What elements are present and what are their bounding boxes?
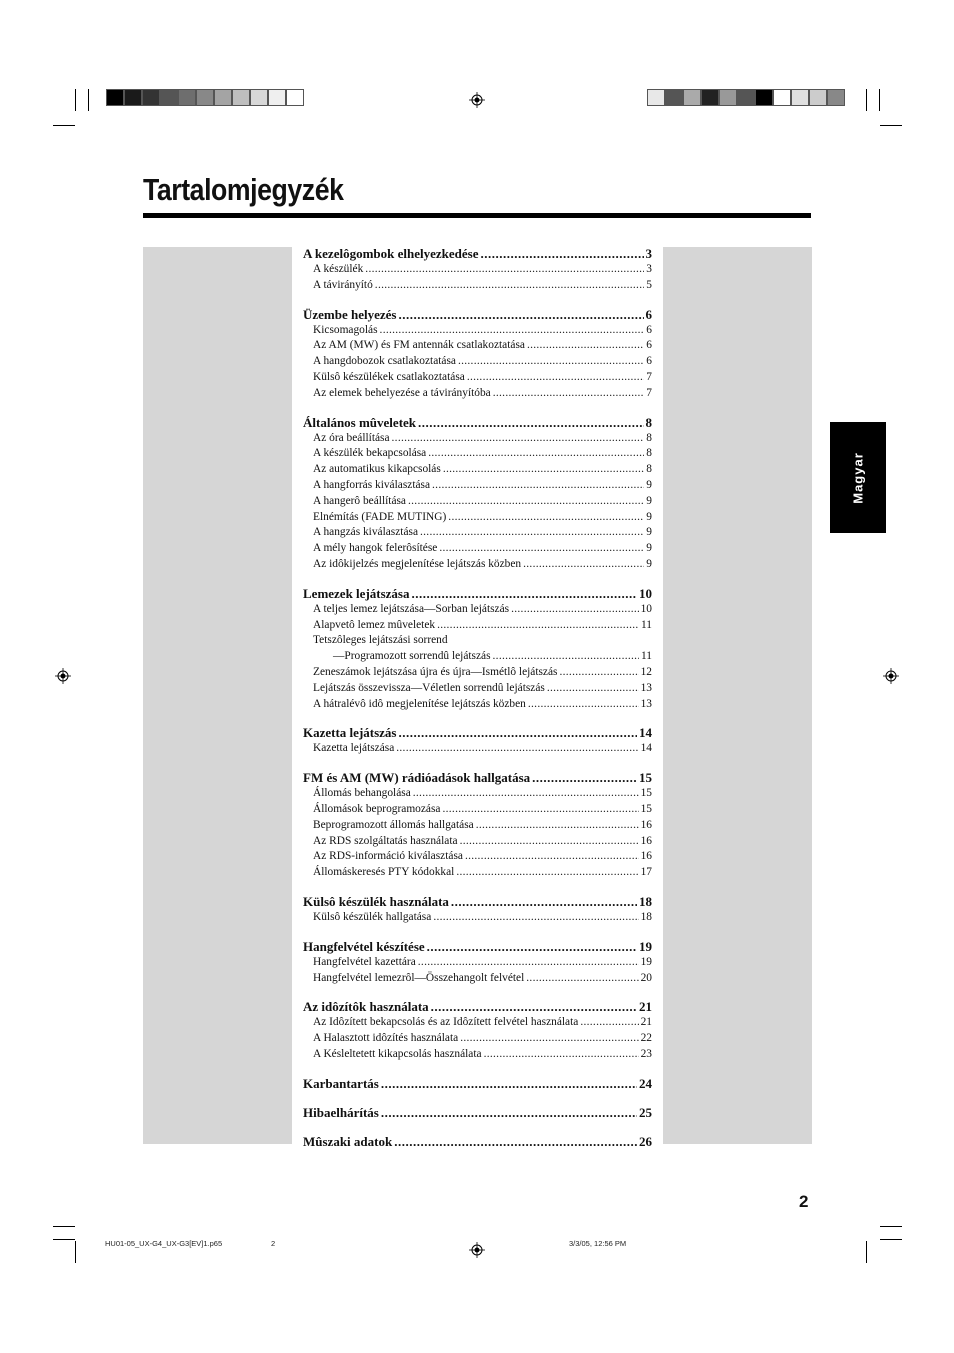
leader-dots — [439, 541, 644, 557]
color-swatch — [142, 89, 160, 106]
toc-entry-page: 10 — [640, 602, 652, 615]
toc-entry-label: Állomás behangolása — [313, 787, 411, 800]
toc-entry-page: 11 — [641, 650, 652, 663]
leader-dots — [511, 602, 639, 618]
leader-dots — [527, 338, 644, 354]
color-swatch — [214, 89, 232, 106]
toc-heading-title: Kazetta lejátszás — [303, 725, 397, 741]
registration-target-icon — [469, 1242, 485, 1258]
toc-entry-label: Kazetta lejátszása — [313, 742, 395, 755]
toc-entry-page: 19 — [640, 955, 652, 968]
color-swatch — [268, 89, 286, 106]
leader-dots — [460, 834, 639, 850]
registration-target-icon — [55, 668, 71, 684]
toc-entry-label: Tetszôleges lejátszási sorrend — [313, 634, 448, 647]
toc-entry-page: 14 — [640, 742, 652, 755]
toc-entry — [303, 431, 652, 447]
crop-mark — [75, 1241, 76, 1263]
leader-dots — [418, 955, 639, 971]
toc-entry — [303, 741, 652, 757]
toc-entry-page: 8 — [646, 431, 652, 444]
toc-entry — [303, 1047, 652, 1063]
toc-entry-page: 9 — [646, 542, 652, 555]
toc-entry — [303, 665, 652, 681]
language-tab-label: Magyar — [850, 451, 866, 504]
left-grey-panel — [143, 247, 292, 1144]
toc-entry — [303, 697, 652, 713]
toc-heading — [303, 306, 652, 323]
leader-dots — [476, 818, 639, 834]
toc-entry — [303, 633, 652, 649]
leader-dots — [451, 893, 637, 910]
toc-entry-label: Az AM (MW) és FM antennák csatlakoztatása — [313, 339, 525, 352]
toc-section — [303, 893, 652, 926]
toc-section — [303, 1104, 652, 1121]
color-swatch — [665, 89, 683, 106]
leader-dots — [493, 649, 640, 665]
toc-heading-page: 10 — [639, 585, 652, 601]
color-swatch — [683, 89, 701, 106]
toc-entry-label: Kicsomagolás — [313, 323, 378, 336]
toc-entry-page: 9 — [646, 494, 652, 507]
toc-entry-page: 9 — [646, 510, 652, 523]
color-swatch — [773, 89, 791, 106]
color-swatch — [827, 89, 845, 106]
toc-entry — [303, 278, 652, 294]
toc-section — [303, 769, 652, 881]
toc-entry — [303, 865, 652, 881]
toc-entry-label: Hangfelvétel kazettára — [313, 955, 416, 968]
crop-mark — [880, 125, 902, 126]
leader-dots — [408, 494, 644, 510]
leader-dots — [428, 446, 644, 462]
toc-entry — [303, 478, 652, 494]
toc-entry-label: Állomások beprogramozása — [313, 802, 441, 815]
language-tab — [830, 422, 886, 533]
toc-entry-label: Az Idôzített bekapcsolás és az Idôzített felvétel használata — [313, 1016, 579, 1029]
toc-entry-page: 20 — [640, 971, 652, 984]
crop-mark — [866, 89, 867, 111]
toc-entry-label: Elnémítás (FADE MUTING) — [313, 510, 447, 523]
page-number: 2 — [799, 1192, 809, 1211]
color-swatch — [106, 89, 124, 106]
color-swatch — [737, 89, 755, 106]
color-swatch — [647, 89, 665, 106]
toc-entry-page: 18 — [640, 910, 652, 923]
leader-dots — [580, 1015, 638, 1031]
leader-dots — [431, 998, 637, 1015]
toc-section — [303, 585, 652, 713]
leader-dots — [432, 478, 644, 494]
toc-heading — [303, 1133, 652, 1150]
color-swatch — [178, 89, 196, 106]
toc-heading-title: Általános mûveletek — [303, 414, 417, 430]
toc-heading-title: Külsô készülék használata — [303, 893, 449, 909]
toc-heading-page: 21 — [639, 999, 652, 1015]
toc-entry-page: 7 — [646, 370, 652, 383]
toc-entry-page: 9 — [646, 478, 652, 491]
toc-entry-label: Beprogramozott állomás hallgatása — [313, 818, 474, 831]
toc-entry-label: A hangerô beállítása — [313, 494, 406, 507]
toc-entry-page: 21 — [640, 1016, 652, 1029]
toc-entry-label: —Programozott sorrendû lejátszás — [333, 650, 491, 663]
toc-entry-page: 13 — [640, 697, 652, 710]
color-swatch — [160, 89, 178, 106]
leader-dots — [484, 1047, 639, 1063]
toc-entry-label: Zeneszámok lejátszása újra és újra—Ismétlô lejátszás — [313, 665, 558, 678]
leader-dots — [399, 306, 644, 323]
toc-entry-label: A hangforrás kiválasztása — [313, 478, 431, 491]
crop-mark — [75, 89, 76, 111]
leader-dots — [532, 769, 637, 786]
color-swatch — [791, 89, 809, 106]
toc-heading-page: 14 — [639, 725, 652, 741]
crop-mark — [879, 89, 880, 111]
toc-section — [303, 414, 652, 573]
toc-entry-label: Alapvetô lemez mûveletek — [313, 618, 436, 631]
leader-dots — [381, 1104, 637, 1121]
leader-dots — [420, 525, 644, 541]
toc-entry-label: A készülék — [313, 263, 364, 275]
leader-dots — [523, 557, 644, 573]
toc-heading-page: 3 — [645, 246, 652, 261]
toc-section — [303, 724, 652, 757]
toc-section — [303, 306, 652, 402]
toc-entry-page: 6 — [646, 323, 652, 336]
toc-heading-page: 19 — [639, 938, 652, 954]
leader-dots — [443, 462, 644, 478]
toc-entry-page: 7 — [646, 386, 652, 399]
color-bar-left — [106, 89, 304, 106]
leader-dots — [528, 697, 639, 713]
color-swatch — [196, 89, 214, 106]
leader-dots — [465, 849, 639, 865]
toc-entry — [303, 955, 652, 971]
crop-mark — [880, 1239, 902, 1240]
page-title: Tartalomjegyzék — [143, 172, 344, 207]
toc-section — [303, 245, 652, 294]
toc-entry-label: A készülék bekapcsolása — [313, 447, 427, 460]
toc-heading-title: Az idôzítôk használata — [303, 999, 429, 1015]
toc-entry — [303, 834, 652, 850]
toc-entry-page: 23 — [640, 1047, 652, 1060]
toc-entry-label: A hátralévô idô megjelenítése lejátszás közben — [313, 697, 526, 710]
toc-heading — [303, 998, 652, 1015]
toc-entry-label: Lejátszás összevissza—Véletlen sorrendû lejátszás — [313, 681, 545, 694]
toc-heading-title: A kezelôgombok elhelyezkedése — [303, 246, 479, 261]
toc-entry — [303, 971, 652, 987]
toc-entry — [303, 1031, 652, 1047]
toc-entry — [303, 786, 652, 802]
toc-entry-label: Állomáskeresés PTY kódokkal — [313, 866, 455, 879]
toc-entry-page: 11 — [641, 618, 652, 631]
crop-mark — [53, 1226, 75, 1227]
leader-dots — [394, 1133, 637, 1150]
leader-dots — [380, 323, 645, 339]
toc-entry-page: 8 — [646, 463, 652, 476]
toc-heading-title: Hangfelvétel készítése — [303, 938, 425, 954]
crop-mark — [53, 1239, 75, 1240]
toc-entry — [303, 354, 652, 370]
toc-heading-page: 18 — [639, 893, 652, 909]
color-swatch — [232, 89, 250, 106]
toc-heading — [303, 769, 652, 786]
crop-mark — [53, 125, 75, 126]
toc-entry-page: 9 — [646, 557, 652, 570]
leader-dots — [437, 618, 639, 634]
toc-entry — [303, 910, 652, 926]
toc-heading-title: Lemezek lejátszása — [303, 585, 410, 601]
leader-dots — [547, 681, 639, 697]
toc-entry — [303, 557, 652, 573]
toc-entry — [303, 494, 652, 510]
leader-dots — [412, 585, 638, 602]
toc-entry — [303, 446, 652, 462]
toc-heading — [303, 414, 652, 431]
leader-dots — [418, 414, 643, 431]
toc-entry — [303, 1015, 652, 1031]
toc-entry-label: Az RDS szolgáltatás használata — [313, 834, 458, 847]
leader-dots — [375, 278, 645, 294]
leader-dots — [365, 262, 644, 278]
toc-heading — [303, 1075, 652, 1092]
color-swatch — [286, 89, 304, 106]
right-grey-panel — [663, 247, 812, 1144]
toc-entry-page: 6 — [646, 355, 652, 368]
leader-dots — [433, 910, 638, 926]
toc-entry — [303, 681, 652, 697]
toc-heading — [303, 585, 652, 602]
toc-entry-page: 9 — [646, 526, 652, 539]
registration-target-icon — [469, 92, 485, 108]
footer-file-name: HU01-05_UX-G4_UX-G3[EV]1.p65 — [105, 1239, 223, 1248]
toc-entry-page: 13 — [640, 681, 652, 694]
toc-entry-page: 5 — [646, 278, 652, 291]
toc-entry-page: 15 — [640, 787, 652, 800]
toc-entry — [303, 541, 652, 557]
color-swatch — [701, 89, 719, 106]
toc-entry-label: A mély hangok felerôsítése — [313, 542, 438, 555]
leader-dots — [381, 1075, 637, 1092]
toc-entry-label: Az automatikus kikapcsolás — [313, 463, 441, 476]
toc-entry — [303, 525, 652, 541]
toc-entry — [303, 386, 652, 402]
leader-dots — [480, 245, 643, 262]
toc-entry-label: A hangzás kiválasztása — [313, 526, 419, 539]
leader-dots — [467, 370, 644, 386]
toc-heading-page: 15 — [639, 770, 652, 786]
leader-dots — [442, 802, 638, 818]
toc-entry-label: Külsô készülék hallgatása — [313, 910, 432, 923]
toc-entry-label: A távirányító — [313, 278, 373, 291]
toc-section — [303, 1075, 652, 1092]
toc-entry-label: Az RDS-információ kiválasztása — [313, 850, 463, 863]
toc-heading — [303, 1104, 652, 1121]
toc-entry-label: Külsô készülékek csatlakoztatása — [313, 370, 465, 383]
toc-entry-page: 15 — [640, 802, 652, 815]
toc-entry — [303, 849, 652, 865]
toc-heading-title: FM és AM (MW) rádióadások hallgatása — [303, 770, 531, 786]
toc-entry-page: 3 — [646, 263, 652, 275]
toc-entry — [303, 462, 652, 478]
color-swatch — [809, 89, 827, 106]
toc-entry — [303, 262, 652, 278]
toc-section — [303, 938, 652, 987]
leader-dots — [399, 724, 638, 741]
toc-heading — [303, 893, 652, 910]
table-of-contents — [303, 245, 652, 1162]
toc-entry — [303, 338, 652, 354]
toc-heading-page: 26 — [639, 1133, 652, 1149]
footer-timestamp: 3/3/05, 12:56 PM — [569, 1239, 627, 1248]
color-swatch — [124, 89, 142, 106]
leader-dots — [448, 510, 644, 526]
color-swatch — [250, 89, 268, 106]
toc-entry — [303, 802, 652, 818]
toc-entry-label: Az idôkijelzés megjelenítése lejátszás közben — [313, 557, 522, 570]
crop-mark — [866, 1241, 867, 1263]
leader-dots — [458, 354, 644, 370]
color-bar-right — [647, 89, 845, 106]
toc-section — [303, 998, 652, 1062]
toc-heading-title: Karbantartás — [303, 1075, 379, 1091]
leader-dots — [413, 786, 639, 802]
toc-entry-page: 8 — [646, 447, 652, 460]
leader-dots — [559, 665, 638, 681]
toc-entry-label: Hangfelvétel lemezrôl—Összehangolt felvétel — [313, 971, 525, 984]
toc-entry-page: 16 — [640, 834, 652, 847]
toc-heading — [303, 245, 652, 262]
leader-dots — [460, 1031, 638, 1047]
toc-heading-page: 24 — [639, 1075, 652, 1091]
toc-heading — [303, 938, 652, 955]
toc-heading — [303, 724, 652, 741]
toc-section — [303, 1133, 652, 1150]
toc-heading-title: Hibaelhárítás — [303, 1104, 379, 1120]
title-rule — [143, 213, 811, 218]
toc-entry-label: A Halasztott idôzítés használata — [313, 1032, 459, 1045]
toc-entry-label: Az óra beállítása — [313, 431, 390, 444]
toc-entry — [303, 602, 652, 618]
toc-entry-page: 16 — [640, 818, 652, 831]
leader-dots — [526, 971, 638, 987]
color-swatch — [719, 89, 737, 106]
toc-entry-label: A hangdobozok csatlakoztatása — [313, 355, 456, 368]
toc-heading-title: Mûszaki adatok — [303, 1133, 393, 1149]
color-swatch — [755, 89, 773, 106]
registration-target-icon — [883, 668, 899, 684]
leader-dots — [456, 865, 638, 881]
toc-entry-label: A Késleltetett kikapcsolás használata — [313, 1047, 482, 1060]
leader-dots — [427, 938, 637, 955]
toc-heading-page: 6 — [645, 306, 652, 322]
leader-dots — [493, 386, 645, 402]
toc-entry-page: 6 — [646, 339, 652, 352]
crop-mark — [880, 1226, 902, 1227]
toc-entry — [303, 510, 652, 526]
toc-entry — [303, 649, 652, 665]
crop-mark — [88, 89, 89, 111]
toc-entry — [303, 323, 652, 339]
toc-entry-label: A teljes lemez lejátszása—Sorban lejátszás — [313, 602, 510, 615]
footer-page: 2 — [271, 1239, 276, 1248]
toc-entry-page: 12 — [640, 665, 652, 678]
toc-heading-page: 25 — [639, 1104, 652, 1120]
toc-entry-page: 16 — [640, 850, 652, 863]
leader-dots — [392, 431, 645, 447]
toc-entry — [303, 370, 652, 386]
toc-heading-page: 8 — [645, 414, 652, 430]
toc-entry-page: 17 — [640, 866, 652, 879]
toc-heading-title: Üzembe helyezés — [303, 306, 397, 322]
toc-entry-label: Az elemek behelyezése a távirányítóba — [313, 386, 491, 399]
leader-dots — [396, 741, 638, 757]
toc-entry — [303, 818, 652, 834]
toc-entry-page: 22 — [640, 1032, 652, 1045]
toc-entry — [303, 618, 652, 634]
